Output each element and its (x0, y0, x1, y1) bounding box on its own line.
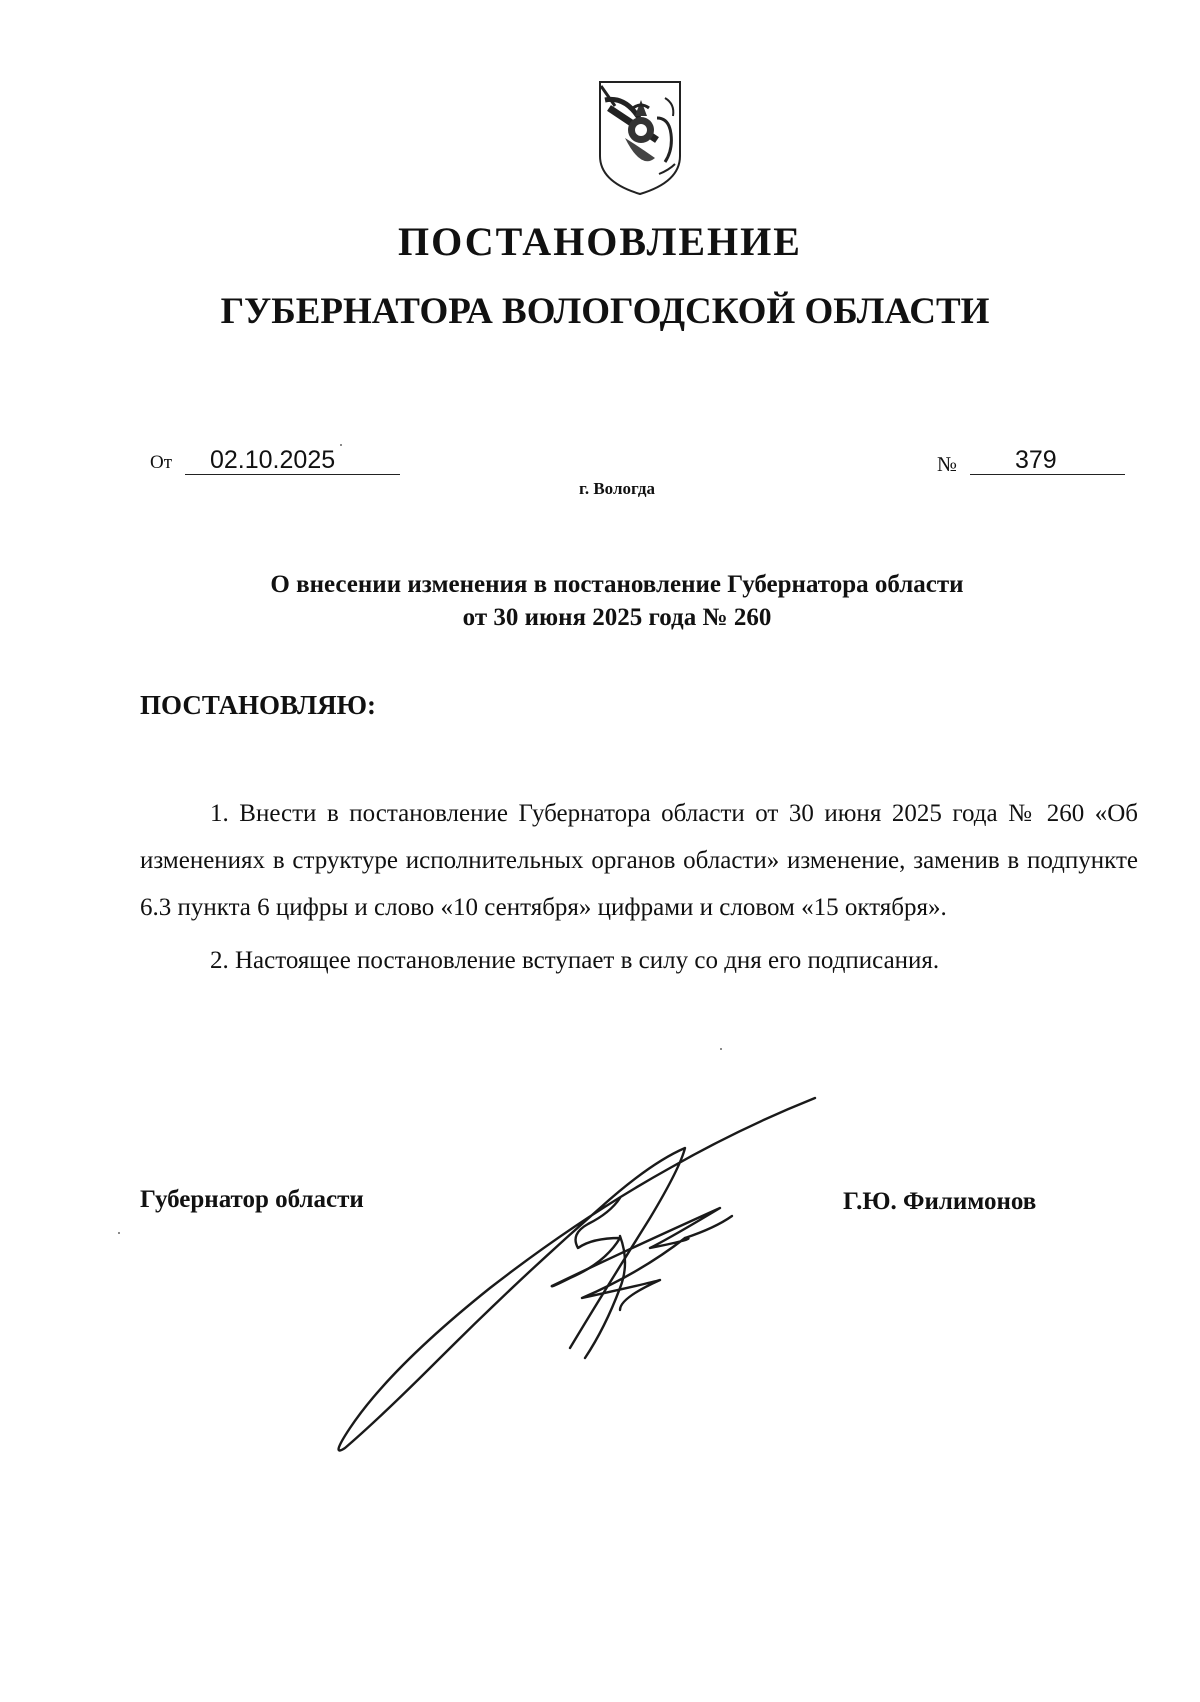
date-field (185, 446, 400, 475)
document-subject (0, 568, 1200, 634)
date-label: От (150, 452, 173, 473)
decree-word: ПОСТАНОВЛЯЮ: (140, 690, 376, 720)
paragraph-1: 1. Внести в постановление Губернатора области от 30 июня 2025 года № 260 «Об изменениях в структуре исполнительных органов области» изменение, заменив в подпункте 6.3 пункта 6 цифры и слово «10 сентября» цифрами и словом «15 октября». (140, 800, 1138, 921)
number-label: № (937, 452, 958, 476)
coat-of-arms-icon (595, 78, 685, 198)
signatory-position: Губернатор области (140, 1186, 364, 1213)
city-name: г. Вологда (579, 479, 655, 498)
document-body (140, 790, 1138, 984)
subject-line-2: от 30 июня 2025 года № 260 (462, 604, 772, 631)
signatory-name: Г.Ю. Филимонов (843, 1188, 1037, 1215)
scan-speck (720, 1048, 722, 1050)
handwritten-signature-icon (320, 1088, 880, 1468)
subject-line-1: О внесении изменения в постановление Губернатора области (270, 571, 964, 598)
number-value: 379 (1015, 446, 1057, 474)
document-issuer: ГУБЕРНАТОРА ВОЛОГОДСКОЙ ОБЛАСТИ (220, 291, 990, 332)
document-title: ПОСТАНОВЛЕНИЕ (398, 219, 802, 264)
scan-speck (118, 1232, 120, 1234)
scan-speck (340, 444, 342, 446)
paragraph-2: 2. Настоящее постановление вступает в силу со дня его подписания. (210, 947, 940, 974)
date-value: 02.10.2025 (210, 446, 336, 474)
number-field (970, 446, 1125, 475)
